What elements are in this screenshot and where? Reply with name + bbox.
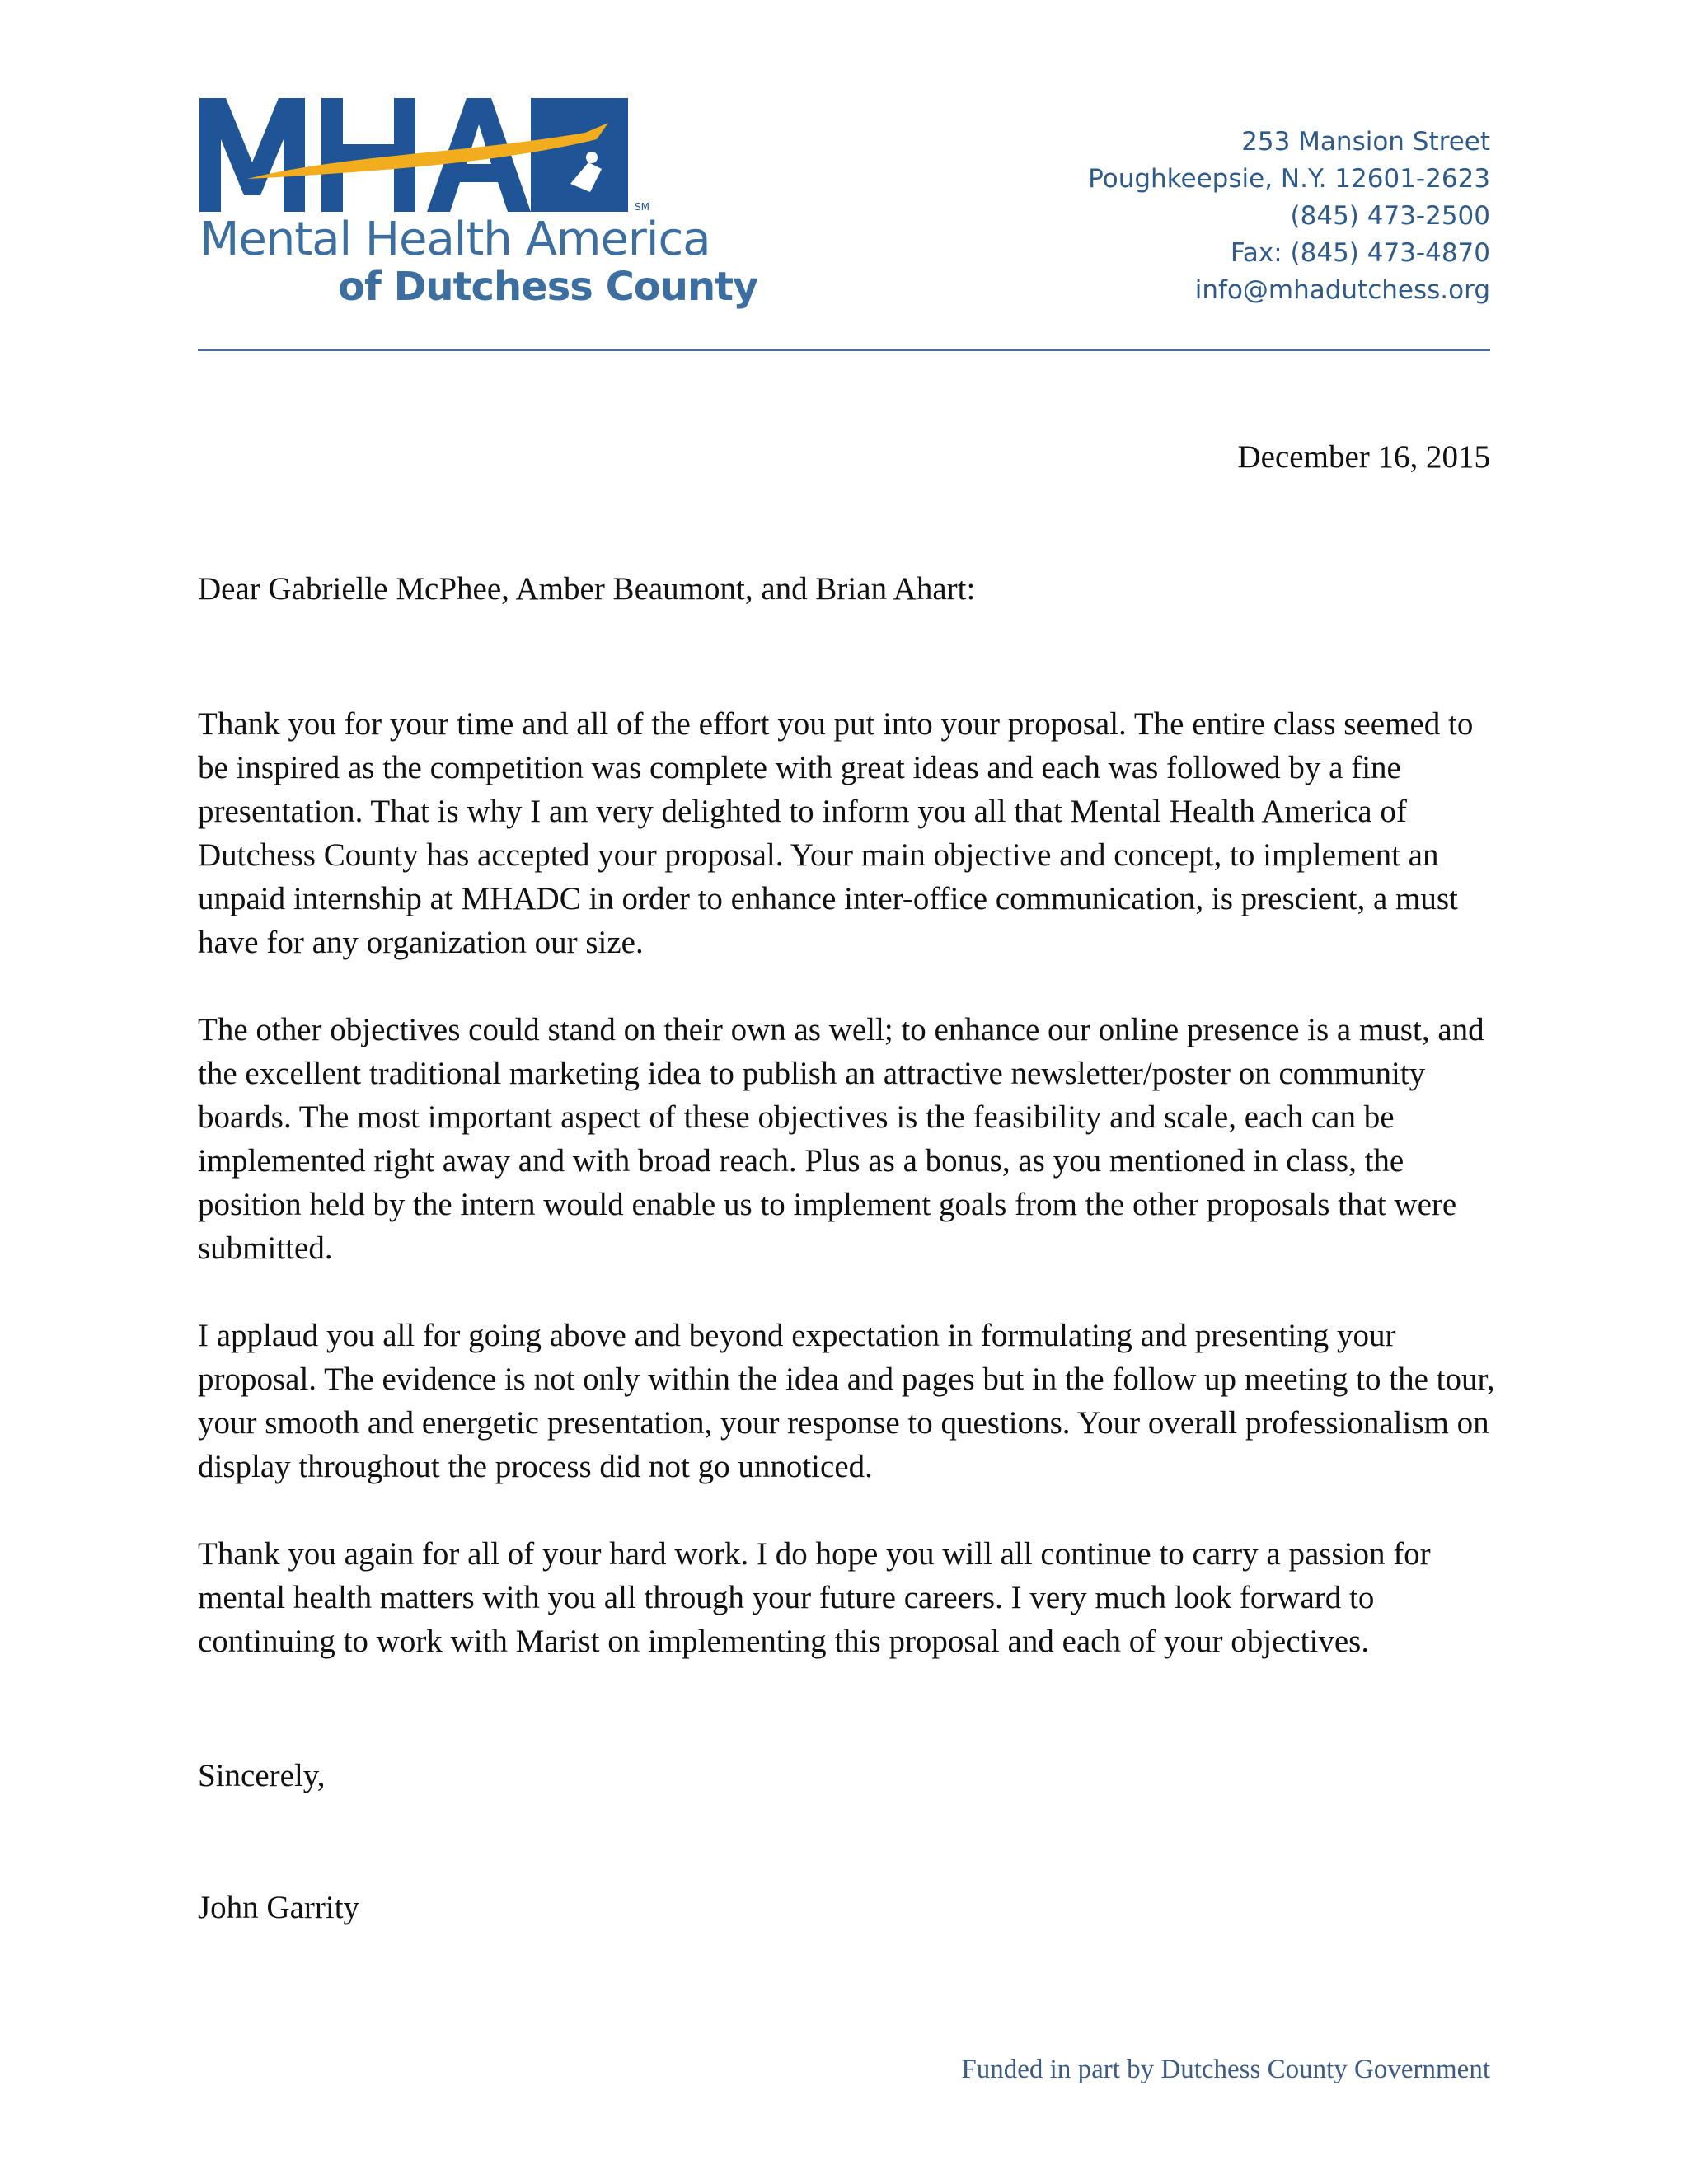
body-paragraph-4: Thank you again for all of your hard work. I do hope you will all continue to carry a passion for mental health matters with you all through your future careers. I very much look forward to continuing to work with Marist on implementing this proposal and each of your objectives. (198, 1536, 1431, 1659)
logo-service-mark: SM (635, 201, 649, 213)
email-address: info@mhadutchess.org (1194, 275, 1490, 305)
salutation: Dear Gabrielle McPhee, Amber Beaumont, and Brian Ahart: (198, 571, 976, 607)
letter-date: December 16, 2015 (1237, 439, 1490, 475)
org-name-line1: Mental Health America (199, 213, 710, 266)
contact-block (1088, 124, 1490, 309)
header-divider (198, 349, 1490, 351)
phone-number: (845) 473-2500 (1290, 201, 1490, 231)
logo-square (531, 98, 628, 212)
logo-letter-h (321, 98, 415, 212)
body-paragraph-1: Thank you for your time and all of the effort you put into your proposal. The entire class seemed to be inspired as the competition was complete with great ideas and each was followed by a fine presentation. That is why I am very delighted to inform you all that Mental Health America of Dutchess County has accepted your proposal. Your main objective and concept, to implement an unpaid internship at MHADC in order to enhance inter-office communication, is prescient, a must have for any organization our size. (198, 706, 1474, 960)
body-paragraph-2: The other objectives could stand on their own as well; to enhance our online presence is a must, and the excellent traditional marketing idea to publish an attractive newsletter/poster on community boards. The most important aspect of these objectives is the feasibility and scale, each can be implemented right away and with broad reach. Plus as a bonus, as you mentioned in class, the position held by the intern would enable us to implement goals from the other proposals that were submitted. (198, 1012, 1484, 1266)
org-name-line2: of Dutchess County (338, 264, 758, 310)
fax-number: Fax: (845) 473-4870 (1230, 238, 1490, 268)
mha-logo (198, 95, 758, 317)
closing: Sincerely, (198, 1758, 326, 1793)
mha-logo-mark (198, 95, 668, 218)
funding-footer: Funded in part by Dutchess County Government (961, 2055, 1490, 2084)
address-line1: 253 Mansion Street (1241, 127, 1490, 157)
letter-body (198, 702, 1500, 1707)
signature-name: John Garrity (198, 1890, 360, 1925)
address-line2: Poughkeepsie, N.Y. 12601-2623 (1088, 164, 1490, 194)
body-paragraph-3: I applaud you all for going above and beyond expectation in formulating and presenting your proposal. The evidence is not only within the idea and pages but in the follow up meeting to the tour, your smooth and energetic presentation, your response to questions. Your overall professionalism on display throughout the process did not go unnoticed. (198, 1318, 1495, 1484)
logo-letter-m (199, 98, 305, 212)
